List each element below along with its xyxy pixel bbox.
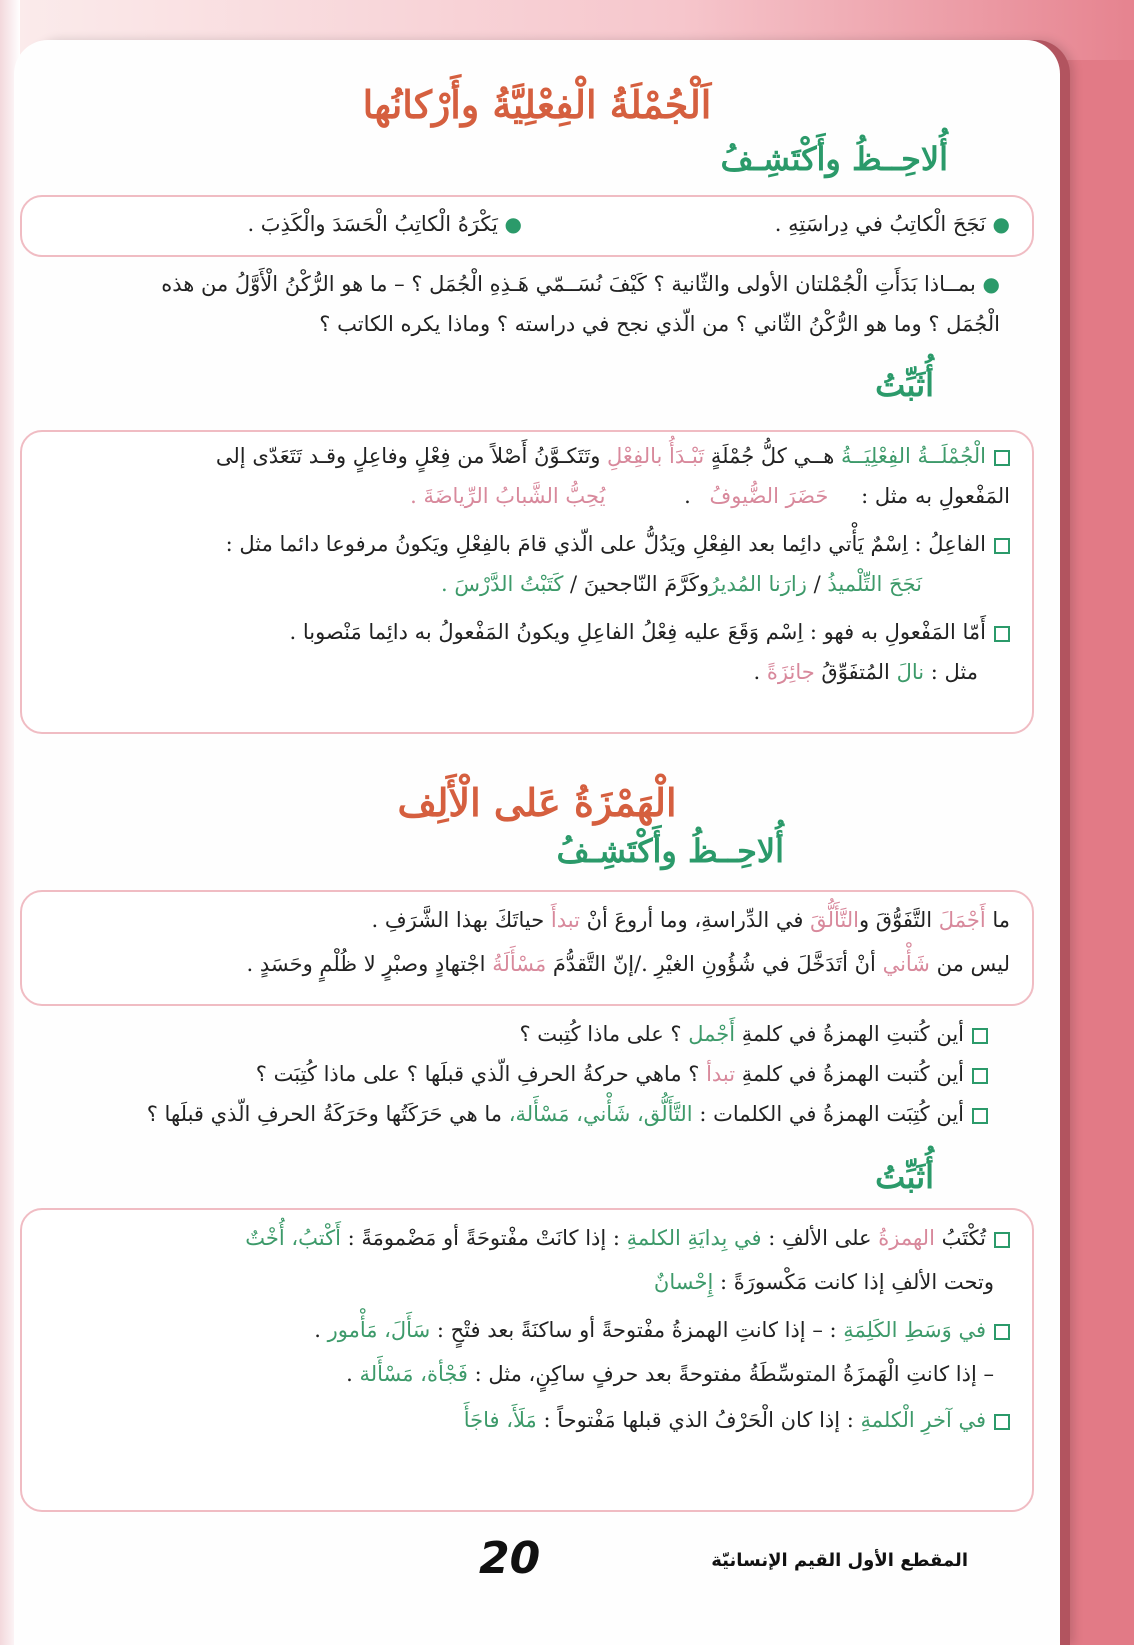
checkbox-square-icon: [994, 538, 1010, 554]
rule3-example: مثل : نالَ المُتفَوِّقُ جائِزَةً .: [753, 660, 978, 684]
rule1-line1: الْجُمْلَــةُ الفِعْلِيَــةُ هــي كلُّ جُمْلَةٍ تَبْـدَأُ بالفِعْلِ وتَتَكـوَّنُ أَصْلاً من فِعْلٍ وفاعِلٍ وقـد تَتَعَدّى إلى: [216, 444, 1010, 468]
example-1-text: نَجَحَ الْكاتِبُ في دِراسَتِهِ .: [774, 212, 986, 236]
checkbox-square-icon: [994, 626, 1010, 642]
example-2: [247, 212, 522, 236]
page-number: 20: [479, 1533, 541, 1584]
section2-question-2: أين كُتبت الهمزةُ في كلمةِ تبدأ ؟ ماهي حركةُ الحرفِ الّذي قبلَها ؟ على ماذا كُتِبَت ؟: [256, 1062, 988, 1086]
checkbox-square-icon: [994, 1324, 1010, 1340]
bullet-icon: ●: [982, 272, 1000, 296]
section2-text-box: [20, 890, 1034, 1006]
checkbox-square-icon: [972, 1108, 988, 1124]
section2-question-3: أين كُتِبَت الهمزةُ في الكلمات : التَّأَلُّق، شَأْني، مَسْأَلة، ما هي حَرَكَتُها وحَرَكَةُ الحرفِ الّذي قبلَها ؟: [147, 1102, 988, 1126]
example-1: [775, 212, 1010, 236]
bullet-icon: ●: [992, 212, 1010, 236]
section1-questions-line1: ● بمــاذا بَدَأَتِ الْجُمْلتان الأولى والثّانية ؟ كَيْفَ نُسَــمّي هَـذِهِ الْجُمَل ؟ – ما هو الرُّكْنُ الْأَوَّلُ من هذه: [161, 272, 1000, 296]
section1-example-box: [20, 195, 1034, 257]
section2-observe-heading: أُلاحِــظُ وأَكْتَشِـفُ: [556, 832, 784, 870]
section1-questions-line2: الْجُمَل ؟ وما هو الرُّكْنُ الثّاني ؟ من الّذي نجح في دراسته ؟ وماذا يكره الكاتب ؟: [319, 312, 1000, 336]
example-2-text: يَكْرَهُ الْكاتِبُ الْحَسَدَ والْكَذِبَ .: [247, 212, 498, 236]
hamza-rule2-line2: – إذا كانتِ الْهَمزَةُ المتوسِّطَةُ مفتوحةً بعد حرفٍ ساكِنٍ، مثل : فَجْأة، مَسْأَلة .: [346, 1362, 994, 1386]
section1-title: اَلْجُمْلَةُ الْفِعْلِيَّةُ وأَرْكانُها: [362, 82, 712, 127]
section2-title: الْهَمْزَةُ عَلى الْأَلِف: [397, 780, 677, 825]
checkbox-square-icon: [994, 450, 1010, 466]
section1-fix-heading: أُثَبِّتُ: [875, 366, 934, 404]
section1-rules-box: [20, 430, 1034, 734]
section2-question-1: أين كُتبتِ الهمزةُ في كلمةِ أَجْمل ؟ على ماذا كُتِبت ؟: [519, 1022, 988, 1046]
hamza-rule2-line1: في وَسَطِ الكَلِمَةِ : – إذا كانتِ الهمزةُ مفْتوحةً أو ساكنَةً بعد فتْحٍ : سَأَلَ، مَأْمور .: [314, 1318, 1010, 1342]
rule2-line1: الفاعِلُ : اِسْمٌ يَأْتي دائِما بعد الفِعْلِ ويَدُلُّ على الّذي قامَ بالفِعْلِ ويَكونُ مرفوعا دائما مثل :: [226, 532, 1010, 556]
checkbox-square-icon: [972, 1028, 988, 1044]
rule1-line2: المَفْعولِ به مثل : حَضَرَ الضُّيوفُ . يُحِبُّ الشَّبابُ الرِّياضَةَ .: [410, 484, 1010, 508]
checkbox-square-icon: [972, 1068, 988, 1084]
section1-observe-heading: أُلاحِــظُ وأَكْتَشِـفُ: [720, 140, 948, 178]
bullet-icon: ●: [504, 212, 522, 236]
rule3-line1: أَمّا المَفْعولِ به فهو : اِسْم وَقَعَ عليه فِعْلُ الفاعِلِ ويكونُ المَفْعولُ به دائِما مَنْصوبا .: [289, 620, 1010, 644]
section2-text-line2: ليس من شَأْني أنْ أتَدَخَّلَ في شُؤُونِ الغيْرِ ./إنّ التَّقدُّمَ مَسْأَلَةُ اجْتهادٍ وصبْرٍ لا ظُلْمٍ وحَسَدٍ .: [246, 952, 1010, 976]
checkbox-square-icon: [994, 1414, 1010, 1430]
hamza-rule1-line2: وتحت الألفِ إذا كانت مَكْسورَةً : إِحْسانٌ: [653, 1270, 994, 1294]
book-page: [14, 40, 1060, 1645]
hamza-rule3: في آخرِ الْكلمةِ : إذا كان الْحَرْفُ الذي قبلها مَفْتوحاً : مَلَأَ، فاجَأَ: [464, 1408, 1010, 1432]
rule2-examples: نَجَحَ التِّلْميذُ / زارَنا المُديرُوكَرَّمَ النّاجحينَ / كَتَبْتُ الدَّرْسَ .: [441, 572, 922, 596]
unit-title: المقطع الأول القيم الإنسانيّة: [711, 1550, 968, 1571]
hamza-rule1-line1: تُكْتَبُ الهمزةُ على الألفِ : في بِدايَةِ الكلمةِ : إذا كانَتْ مفْتوحَةً أو مَضْمومَةً : أَكْتبُ، أُخْتٌ: [245, 1226, 1010, 1250]
section2-text-line1: ما أَجْمَلَ التَّفَوُّقَ والتَّأَلُّقَ في الدِّراسةِ، وما أروعَ أنْ تبدأَ حياتَكَ بهذا الشَّرَفِ .: [371, 908, 1010, 932]
section2-fix-heading: أُثَبِّتُ: [875, 1158, 934, 1196]
checkbox-square-icon: [994, 1232, 1010, 1248]
section2-rules-box: [20, 1208, 1034, 1512]
